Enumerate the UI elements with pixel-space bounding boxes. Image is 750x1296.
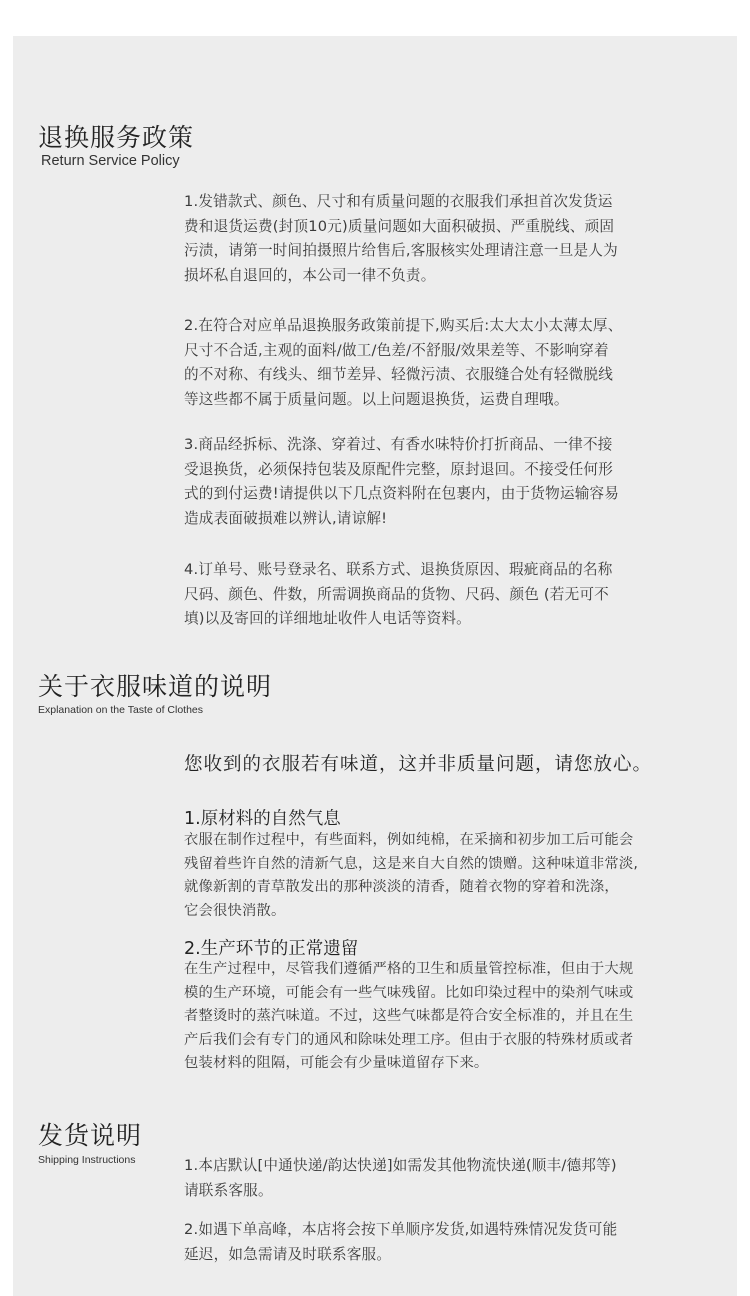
text-line: 延迟，如急需请及时联系客服。 bbox=[184, 1245, 392, 1263]
text-line: 残留着些许自然的清新气息，这是来自大自然的馈赠。这种味道非常淡, bbox=[184, 855, 639, 872]
text-line: 者整烫时的蒸汽味道。不过，这些气味都是符合安全标准的，并且在生 bbox=[184, 1008, 634, 1025]
text-line: 受退换货，必须保持包装及原配件完整，原封退回。不接受任何形 bbox=[184, 460, 614, 478]
text-line: 等这些都不属于质量问题。以上问题退换货，运费自理哦。 bbox=[184, 390, 569, 408]
text-line: 费和退货运费(封顶10元)质量问题如大面积破损、严重脱线、顽固 bbox=[184, 217, 615, 235]
returns-paragraph-2 bbox=[184, 314, 714, 412]
text-line: 在生产过程中，尽管我们遵循严格的卫生和质量管控标准，但由于大规 bbox=[184, 961, 634, 977]
text-line: 填)以及寄回的详细地址收件人电话等资料。 bbox=[184, 610, 471, 627]
smell-item-2-body bbox=[184, 958, 714, 1076]
shipping-paragraph-2 bbox=[184, 1218, 714, 1267]
smell-item-1-heading: 1.原材料的自然气息 bbox=[184, 809, 341, 829]
text-line: 尺码、颜色、件数，所需调换商品的货物、尺码、颜色 (若无可不 bbox=[184, 585, 609, 603]
text-line: 3.商品经拆标、洗涤、穿着过、有香水味特价打折商品、一律不接 bbox=[184, 436, 613, 453]
smell-title: 关于衣服味道的说明 bbox=[38, 672, 273, 701]
shipping-title: 发货说明 bbox=[38, 1121, 143, 1150]
text-line: 2.如遇下单高峰，本店将会按下单顺序发货,如遇特殊情况发货可能 bbox=[184, 1221, 618, 1238]
text-line: 尺寸不合适,主观的面料/做工/色差/不舒服/效果差等、不影响穿着 bbox=[184, 341, 609, 359]
shipping-paragraph-1 bbox=[184, 1154, 714, 1203]
text-line: 2.在符合对应单品退换服务政策前提下,购买后:太大太小太薄太厚、 bbox=[184, 317, 623, 334]
text-line: 产后我们会有专门的通风和除味处理工序。但由于衣服的特殊材质或者 bbox=[184, 1031, 634, 1048]
returns-paragraph-1 bbox=[184, 190, 714, 288]
text-line: 模的生产环境，可能会有一些气味残留。比如印染过程中的染剂气味或 bbox=[184, 984, 634, 1001]
returns-paragraph-3 bbox=[184, 433, 714, 531]
text-line: 它会很快消散。 bbox=[184, 902, 286, 919]
smell-subtitle: Explanation on the Taste of Clothes bbox=[38, 704, 204, 716]
returns-paragraph-4 bbox=[184, 558, 714, 632]
text-line: 造成表面破损难以辨认,请谅解! bbox=[184, 509, 388, 527]
shipping-subtitle: Shipping Instructions bbox=[38, 1154, 136, 1166]
text-line: 1.本店默认[中通快递/韵达快递]如需发其他物流快递(顺丰/德邦等) bbox=[184, 1157, 617, 1174]
smell-item-1-body bbox=[184, 829, 714, 923]
returns-subtitle: Return Service Policy bbox=[41, 153, 180, 169]
text-line: 损坏私自退回的，本公司一律不负责。 bbox=[184, 266, 436, 284]
text-line: 请联系客服。 bbox=[184, 1181, 273, 1199]
text-line: 的不对称、有线头、细节差异、轻微污渍、衣服缝合处有轻微脱线 bbox=[184, 366, 614, 383]
text-line: 就像新割的青草散发出的那种淡淡的清香，随着衣物的穿着和洗涤， bbox=[184, 879, 619, 896]
text-line: 污渍，请第一时间拍摄照片给售后,客服核实处理请注意一旦是人为 bbox=[184, 242, 618, 259]
text-line: 1.发错款式、颜色、尺寸和有质量问题的衣服我们承担首次发货运 bbox=[184, 193, 613, 210]
text-line: 4.订单号、账号登录名、联系方式、退换货原因、瑕疵商品的名称 bbox=[184, 561, 613, 578]
text-line: 包装材料的阻隔，可能会有少量味道留存下来。 bbox=[184, 1055, 489, 1072]
text-line: 衣服在制作过程中，有些面料，例如纯棉，在采摘和初步加工后可能会 bbox=[184, 832, 634, 848]
smell-item-2-heading: 2.生产环节的正常遗留 bbox=[184, 939, 359, 959]
returns-title: 退换服务政策 bbox=[38, 123, 195, 152]
smell-intro: 您收到的衣服若有味道，这并非质量问题，请您放心。 bbox=[184, 754, 653, 775]
text-line: 式的到付运费!请提供以下几点资料附在包裹内，由于货物运输容易 bbox=[184, 485, 620, 502]
